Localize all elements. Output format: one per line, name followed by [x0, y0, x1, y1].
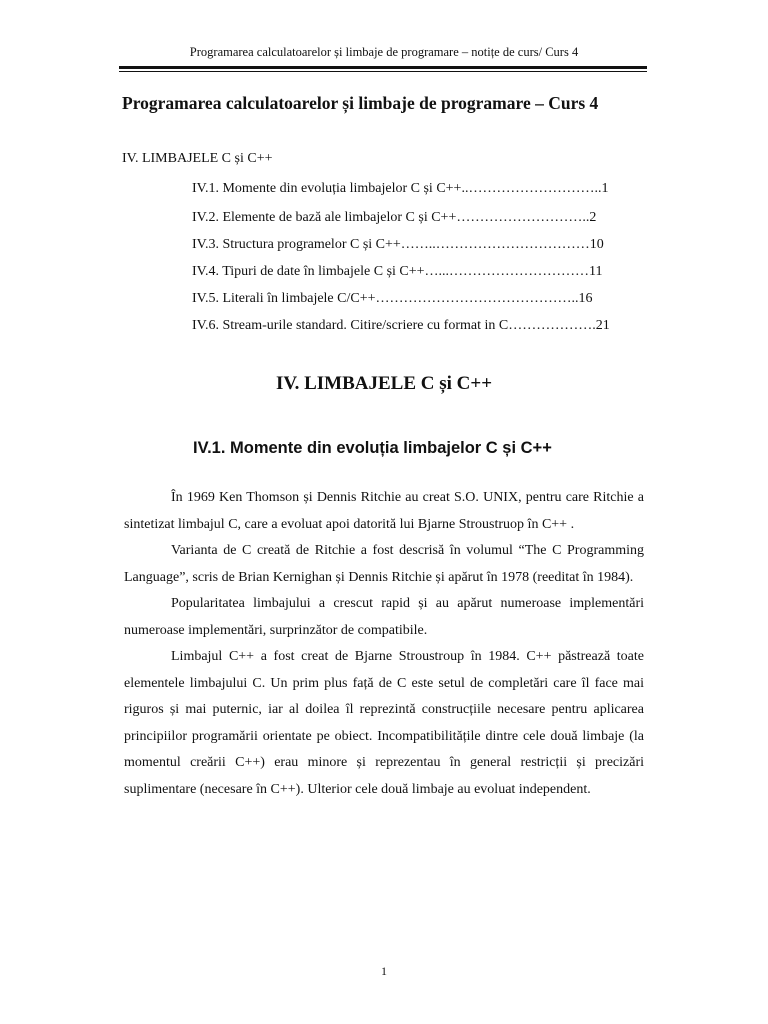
toc-heading: IV. LIMBAJELE C și C++: [122, 151, 273, 166]
paragraph: Popularitatea limbajului a crescut rapid și au apărut numeroase implementări numeroase implementări, surprinzător de compatibile.: [124, 596, 644, 638]
body-text: [124, 485, 644, 803]
header-rule-thick: [119, 66, 647, 69]
toc-item: IV.2. Elemente de bază ale limbajelor C și C++………………………..2: [192, 210, 597, 225]
paragraph: În 1969 Ken Thomson și Dennis Ritchie au creat S.O. UNIX, pentru care Ritchie a sintetizat limbajul C, care a evoluat apoi datorită lui Bjarne Stroustruop în C++ .: [124, 490, 644, 532]
chapter-title: IV. LIMBAJELE C și C++: [275, 373, 493, 394]
toc-item: IV.6. Stream-urile standard. Citire/scriere cu format in C……………….21: [192, 318, 610, 333]
table-of-contents: [192, 180, 642, 344]
toc-item: IV.3. Structura programelor C și C++……..……………………………10: [192, 237, 604, 252]
toc-item: IV.4. Tipuri de date în limbajele C și C++…...…………………………11: [192, 264, 603, 279]
running-header: Programarea calculatoarelor și limbaje de programare – notițe de curs/ Curs 4: [189, 45, 579, 59]
toc-item: IV.5. Literali în limbajele C/C++……………………………………..16: [192, 291, 593, 306]
header-rule-thin: [119, 71, 647, 72]
section-title: IV.1. Momente din evoluția limbajelor C și C++: [193, 439, 552, 457]
document-title: Programarea calculatoarelor și limbaje de programare – Curs 4: [122, 93, 599, 113]
page-number: 1: [381, 964, 387, 978]
toc-item: IV.1. Momente din evoluția limbajelor C și C++..………………………..1: [192, 181, 609, 196]
paragraph: Varianta de C creată de Ritchie a fost descrisă în volumul “The C Programming Language”, scris de Brian Kernighan și Dennis Ritchie și apărut în 1978 (reeditat în 1984).: [124, 543, 644, 585]
paragraph: Limbajul C++ a fost creat de Bjarne Stroustroup în 1984. C++ păstrează toate elementele limbajului C. Un prim plus față de C este setul de completări care îl face mai riguros și mai puternic, iar al doilea îl reprezintă construcțiile necesare pentru aplicarea principiilor programării orientate pe obiect. Incompatibilitățile dintre cele două limbaje (la momentul creării C++) erau minore și reprezentau în general restricții și precizări suplimentare (necesare în C++). Ulterior cele două limbaje au evoluat independent.: [124, 649, 644, 797]
